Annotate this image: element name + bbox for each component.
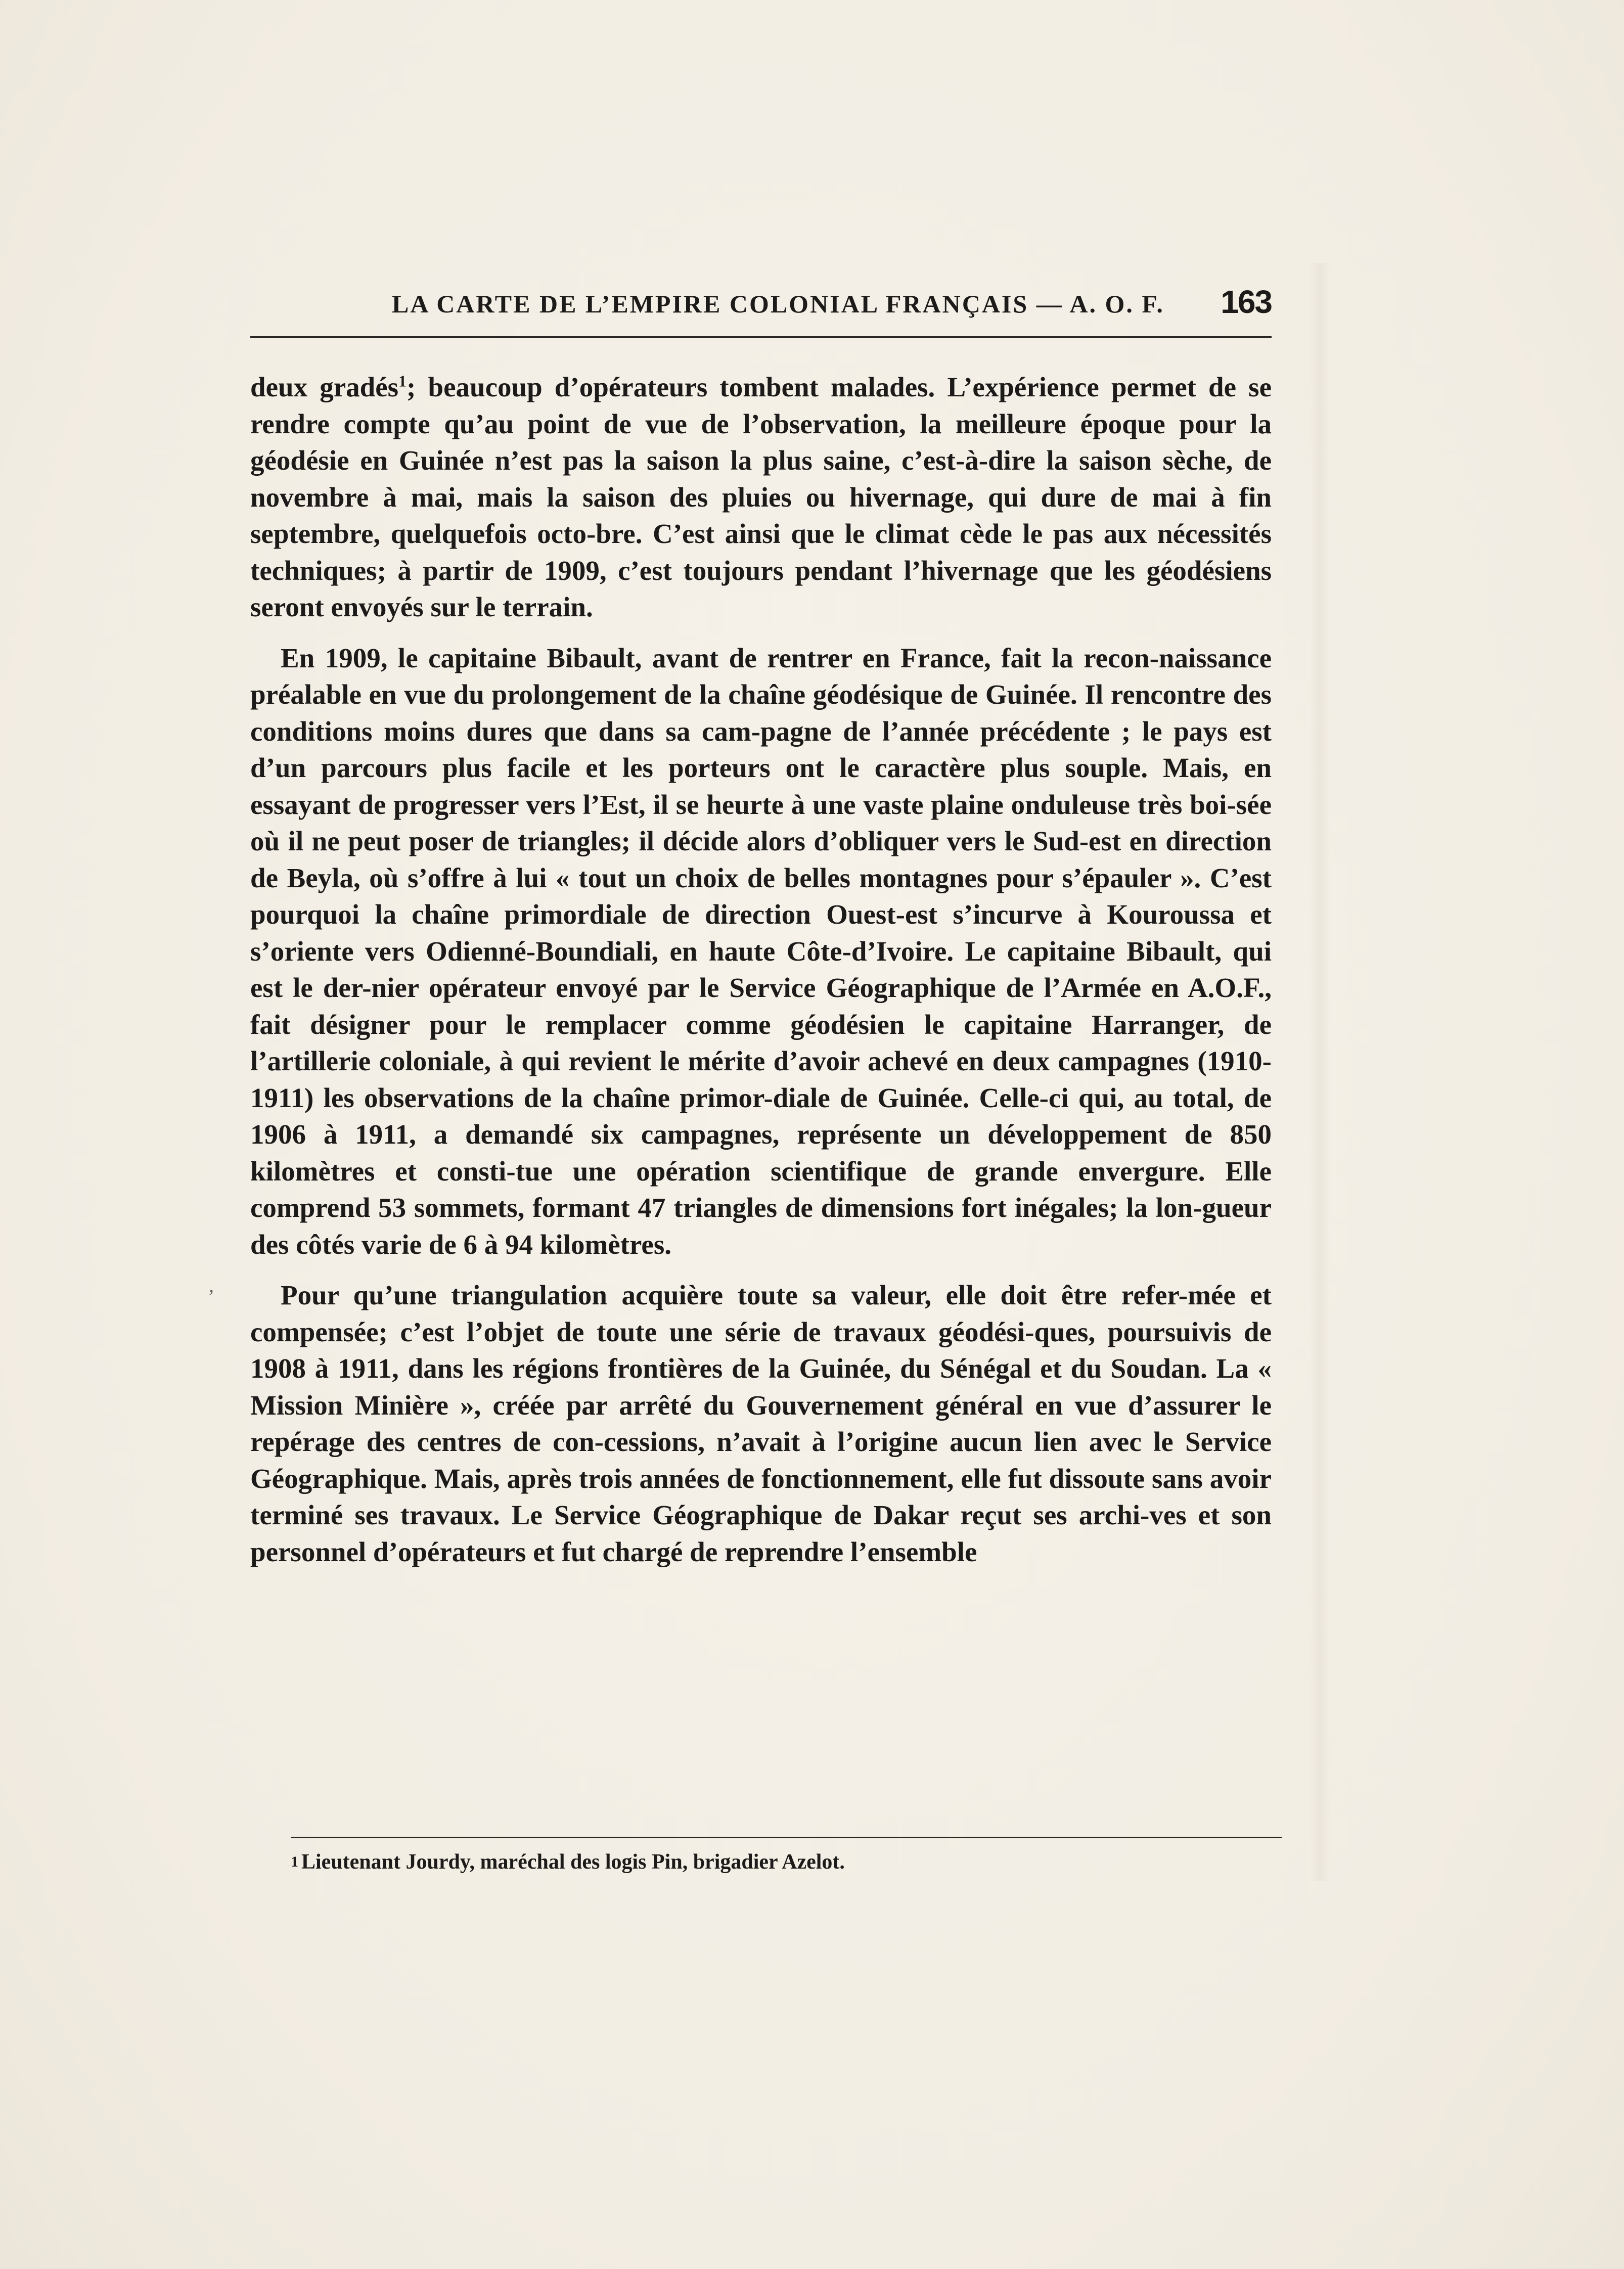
- paragraph-1: [250, 369, 1272, 626]
- paragraph-1-text: ; beaucoup d’opérateurs tombent malades. L’expérience permet de se rendre compte qu’au point de vue de l’observation, la meilleure époque pour la géodésie en Guinée n’est pas la saison la plus saine, c’est-à-dire la saison sèche, de novembre à mai, mais la saison des pluies ou hivernage, qui dure de mai à fin septembre, quelquefois octo-bre. C’est ainsi que le climat cède le pas aux nécessités techniques; à partir de 1909, c’est toujours pendant l’hivernage que les géodésiens seront envoyés sur le terrain.: [250, 372, 1272, 622]
- paragraph-1-lead: deux gradés: [250, 372, 399, 402]
- header-rule: [250, 336, 1272, 338]
- body-text: [250, 369, 1272, 1825]
- running-head: [250, 283, 1272, 329]
- running-head-title: LA CARTE DE L’EMPIRE COLONIAL FRANÇAIS — A. O. F.: [392, 290, 1164, 318]
- paragraph-2: En 1909, le capitaine Bibault, avant de rentrer en France, fait la recon-naissance préalable en vue du prolongement de la chaîne géodésique de Guinée. Il rencontre des conditions moins dures que dans sa cam-pagne de l’année précédente ; le pays est d’un parcours plus facile et les porteurs ont le caractère plus souple. Mais, en essayant de progresser vers l’Est, il se heurte à une vaste plaine onduleuse très boi-sée où il ne peut poser de triangles; il décide alors d’obliquer vers le Sud-est en direction de Beyla, où s’offre à lui « tout un choix de belles montagnes pour s’épauler ». C’est pourquoi la chaîne primordiale de direction Ouest-est s’incurve à Kouroussa et s’oriente vers Odienné-Boundiali, en haute Côte-d’Ivoire. Le capitaine Bibault, qui est le der-nier opérateur envoyé par le Service Géographique de l’Armée en A.O.F., fait désigner pour le remplacer comme géodésien le capitaine Harranger, de l’artillerie coloniale, à qui revient le mérite d’avoir achevé en deux campagnes (1910-1911) les observations de la chaîne primor-diale de Guinée. Celle-ci qui, au total, de 1906 à 1911, a demandé six campagnes, représente un développement de 850 kilomètres et consti-tue une opération scientifique de grande envergure. Elle comprend 53 sommets, formant 47 triangles de dimensions fort inégales; la lon-gueur des côtés varie de 6 à 94 kilomètres.: [250, 642, 1272, 1260]
- footnote-rule: [291, 1837, 1282, 1838]
- footnote-number: 1: [291, 1853, 298, 1870]
- footnote-reference: 1: [398, 372, 407, 390]
- pencil-mark-icon: ,: [209, 1274, 214, 1296]
- page-number: 163: [1221, 284, 1272, 320]
- footnote: [291, 1848, 1282, 1876]
- paragraph-3: Pour qu’une triangulation acquière toute sa valeur, elle doit être refer-mée et compensée; c’est l’objet de toute une série de travaux géodési-ques, poursuivis de 1908 à 1911, dans les régions frontières de la Guinée, du Sénégal et du Soudan. La « Mission Minière », créée par arrêté du Gouvernement général en vue d’assurer le repérage des centres de con-cessions, n’avait à l’origine aucun lien avec le Service Géographique. Mais, après trois années de fonctionnement, elle fut dissoute sans avoir terminé ses travaux. Le Service Géographique de Dakar reçut ses archi-ves et son personnel d’opérateurs et fut chargé de reprendre l’ensemble: [250, 1280, 1272, 1567]
- paper-fold-shadow: [1310, 263, 1330, 1881]
- footnote-text: Lieutenant Jourdy, maréchal des logis Pin, brigadier Azelot.: [301, 1850, 845, 1874]
